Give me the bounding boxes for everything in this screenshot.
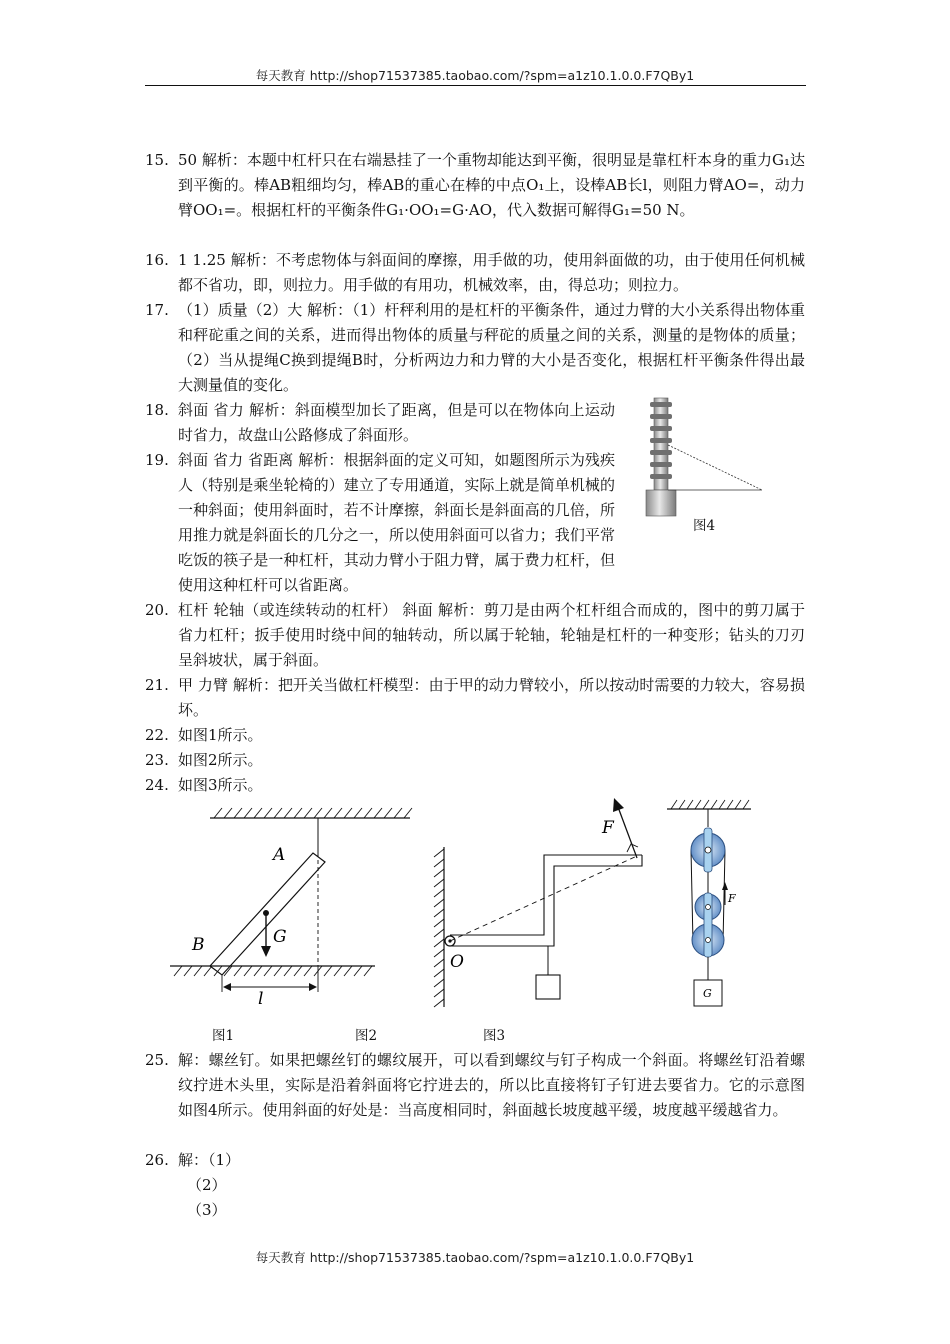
figure-4-screw-diagram: [640, 390, 770, 530]
figure-3-caption: 图3: [483, 1028, 506, 1044]
label-F: F: [602, 818, 614, 838]
answer-number: 18.: [145, 401, 169, 419]
answer-15: [145, 148, 805, 223]
answer-16: [145, 248, 805, 298]
answer-26-part-2: （2）: [187, 1176, 227, 1194]
figure-1-lever-diagram: [170, 800, 380, 1009]
answer-23: [145, 748, 805, 773]
answer-25: [145, 1048, 805, 1123]
answer-text: 50 解析：本题中杠杆只在右端悬挂了一个重物却能达到平衡，很明显是靠杠杆本身的重力G₁达到平衡的。棒AB粗细均匀，棒AB的重心在棒的中点O₁上，设棒AB长l，则阻力臂AO=，动力臂OO₁=。根据杠杆的平衡条件G₁·OO₁=G·AO，代入数据可解得G₁=50 N。: [178, 151, 805, 219]
answer-number: 26.: [145, 1151, 169, 1169]
answer-number: 23.: [145, 751, 169, 769]
answer-19: [145, 448, 615, 598]
answer-number: 15.: [145, 151, 169, 169]
answer-number: 19.: [145, 451, 169, 469]
answer-text: 解：螺丝钉。如果把螺丝钉的螺纹展开，可以看到螺纹与钉子构成一个斜面。将螺丝钉沿着螺纹拧进木头里，实际是沿着斜面将它拧进去的，所以比直接将钉子钉进去要省力。它的示意图如图4所示。使用斜面的好处是：当高度相同时，斜面越长坡度越平缓，坡度越平缓越省力。: [178, 1051, 805, 1119]
answer-text: 如图1所示。: [178, 726, 263, 744]
answer-22: [145, 723, 805, 748]
figure-2-caption: 图2: [355, 1028, 378, 1044]
page-header: 每天教育 http://shop71537385.taobao.com/?spm=a1z10.1.0.0.F7QBy1: [255, 68, 695, 83]
label-A: A: [273, 845, 286, 865]
label-l: l: [258, 989, 264, 1009]
figure-1-caption: 图1: [212, 1028, 235, 1044]
answer-18: [145, 398, 615, 448]
answer-text: 如图3所示。: [178, 776, 263, 794]
answer-number: 25.: [145, 1051, 169, 1069]
answer-number: 20.: [145, 601, 169, 619]
answer-text: 1 1.25 解析：不考虑物体与斜面间的摩擦，用手做的功，使用斜面做的功，由于使用任何机械都不省功，即，则拉力。用手做的有用功，机械效率，由，得总功；则拉力。: [178, 251, 805, 294]
answer-26: [145, 1148, 805, 1173]
label-G: G: [273, 927, 287, 947]
answer-text: 解：（1）: [178, 1151, 241, 1169]
answer-text: 如图2所示。: [178, 751, 263, 769]
answer-text: （1）质量（2）大 解析：（1）杆秤利用的是杠杆的平衡条件，通过力臂的大小关系得出物体重和秤砣重之间的关系，进而得出物体的质量与秤砣的质量之间的关系，测量的是物体的质量；（2）当从提绳C换到提绳B时，分析两边力和力臂的大小是否变化，根据杠杆平衡条件得出最大测量值的变化。: [178, 301, 805, 394]
label-O: O: [450, 952, 464, 972]
answer-text: 杠杆 轮轴（或连续转动的杠杆） 斜面 解析：剪刀是由两个杠杆组合而成的，图中的剪刀属于省力杠杆；扳手使用时绕中间的轴转动，所以属于轮轴，轮轴是杠杆的一种变形；钻头的刀刃呈斜坡状，属于斜面。: [178, 601, 805, 669]
label-G: G: [703, 987, 712, 1000]
answer-20: [145, 598, 805, 673]
answer-text: 斜面 省力 省距离 解析：根据斜面的定义可知，如题图所示为残疾人（特别是乘坐轮椅的）建立了专用通道，实际上就是简单机械的一种斜面；使用斜面时，若不计摩擦，斜面长是斜面高的几倍，所用推力就是斜面长的几分之一，所以使用斜面可以省力；我们平常吃饭的筷子是一种杠杆，其动力臂小于阻力臂，属于费力杠杆，但使用这种杠杆可以省距离。: [178, 451, 615, 594]
answer-number: 17.: [145, 301, 169, 319]
figure-4-caption: 图4: [693, 518, 716, 534]
answer-21: [145, 673, 805, 723]
header-rule: [145, 85, 806, 86]
answer-number: 24.: [145, 776, 169, 794]
answer-text: 甲 力臂 解析：把开关当做杠杆模型：由于甲的动力臂较小，所以按动时需要的力较大，容易损坏。: [178, 676, 805, 719]
label-B: B: [192, 935, 205, 955]
answer-number: 21.: [145, 676, 169, 694]
answer-26-part-3: （3）: [187, 1201, 227, 1219]
answer-17: [145, 298, 805, 398]
figure-3-pulley-diagram: [665, 795, 760, 1010]
label-F: F: [728, 892, 736, 905]
answer-number: 22.: [145, 726, 169, 744]
answer-text: 斜面 省力 解析：斜面模型加长了距离，但是可以在物体向上运动时省力，故盘山公路修成了斜面形。: [178, 401, 615, 444]
answer-number: 16.: [145, 251, 169, 269]
figure-2-bent-lever-diagram: [430, 795, 650, 1010]
page-footer: 每天教育 http://shop71537385.taobao.com/?spm=a1z10.1.0.0.F7QBy1: [255, 1250, 695, 1265]
